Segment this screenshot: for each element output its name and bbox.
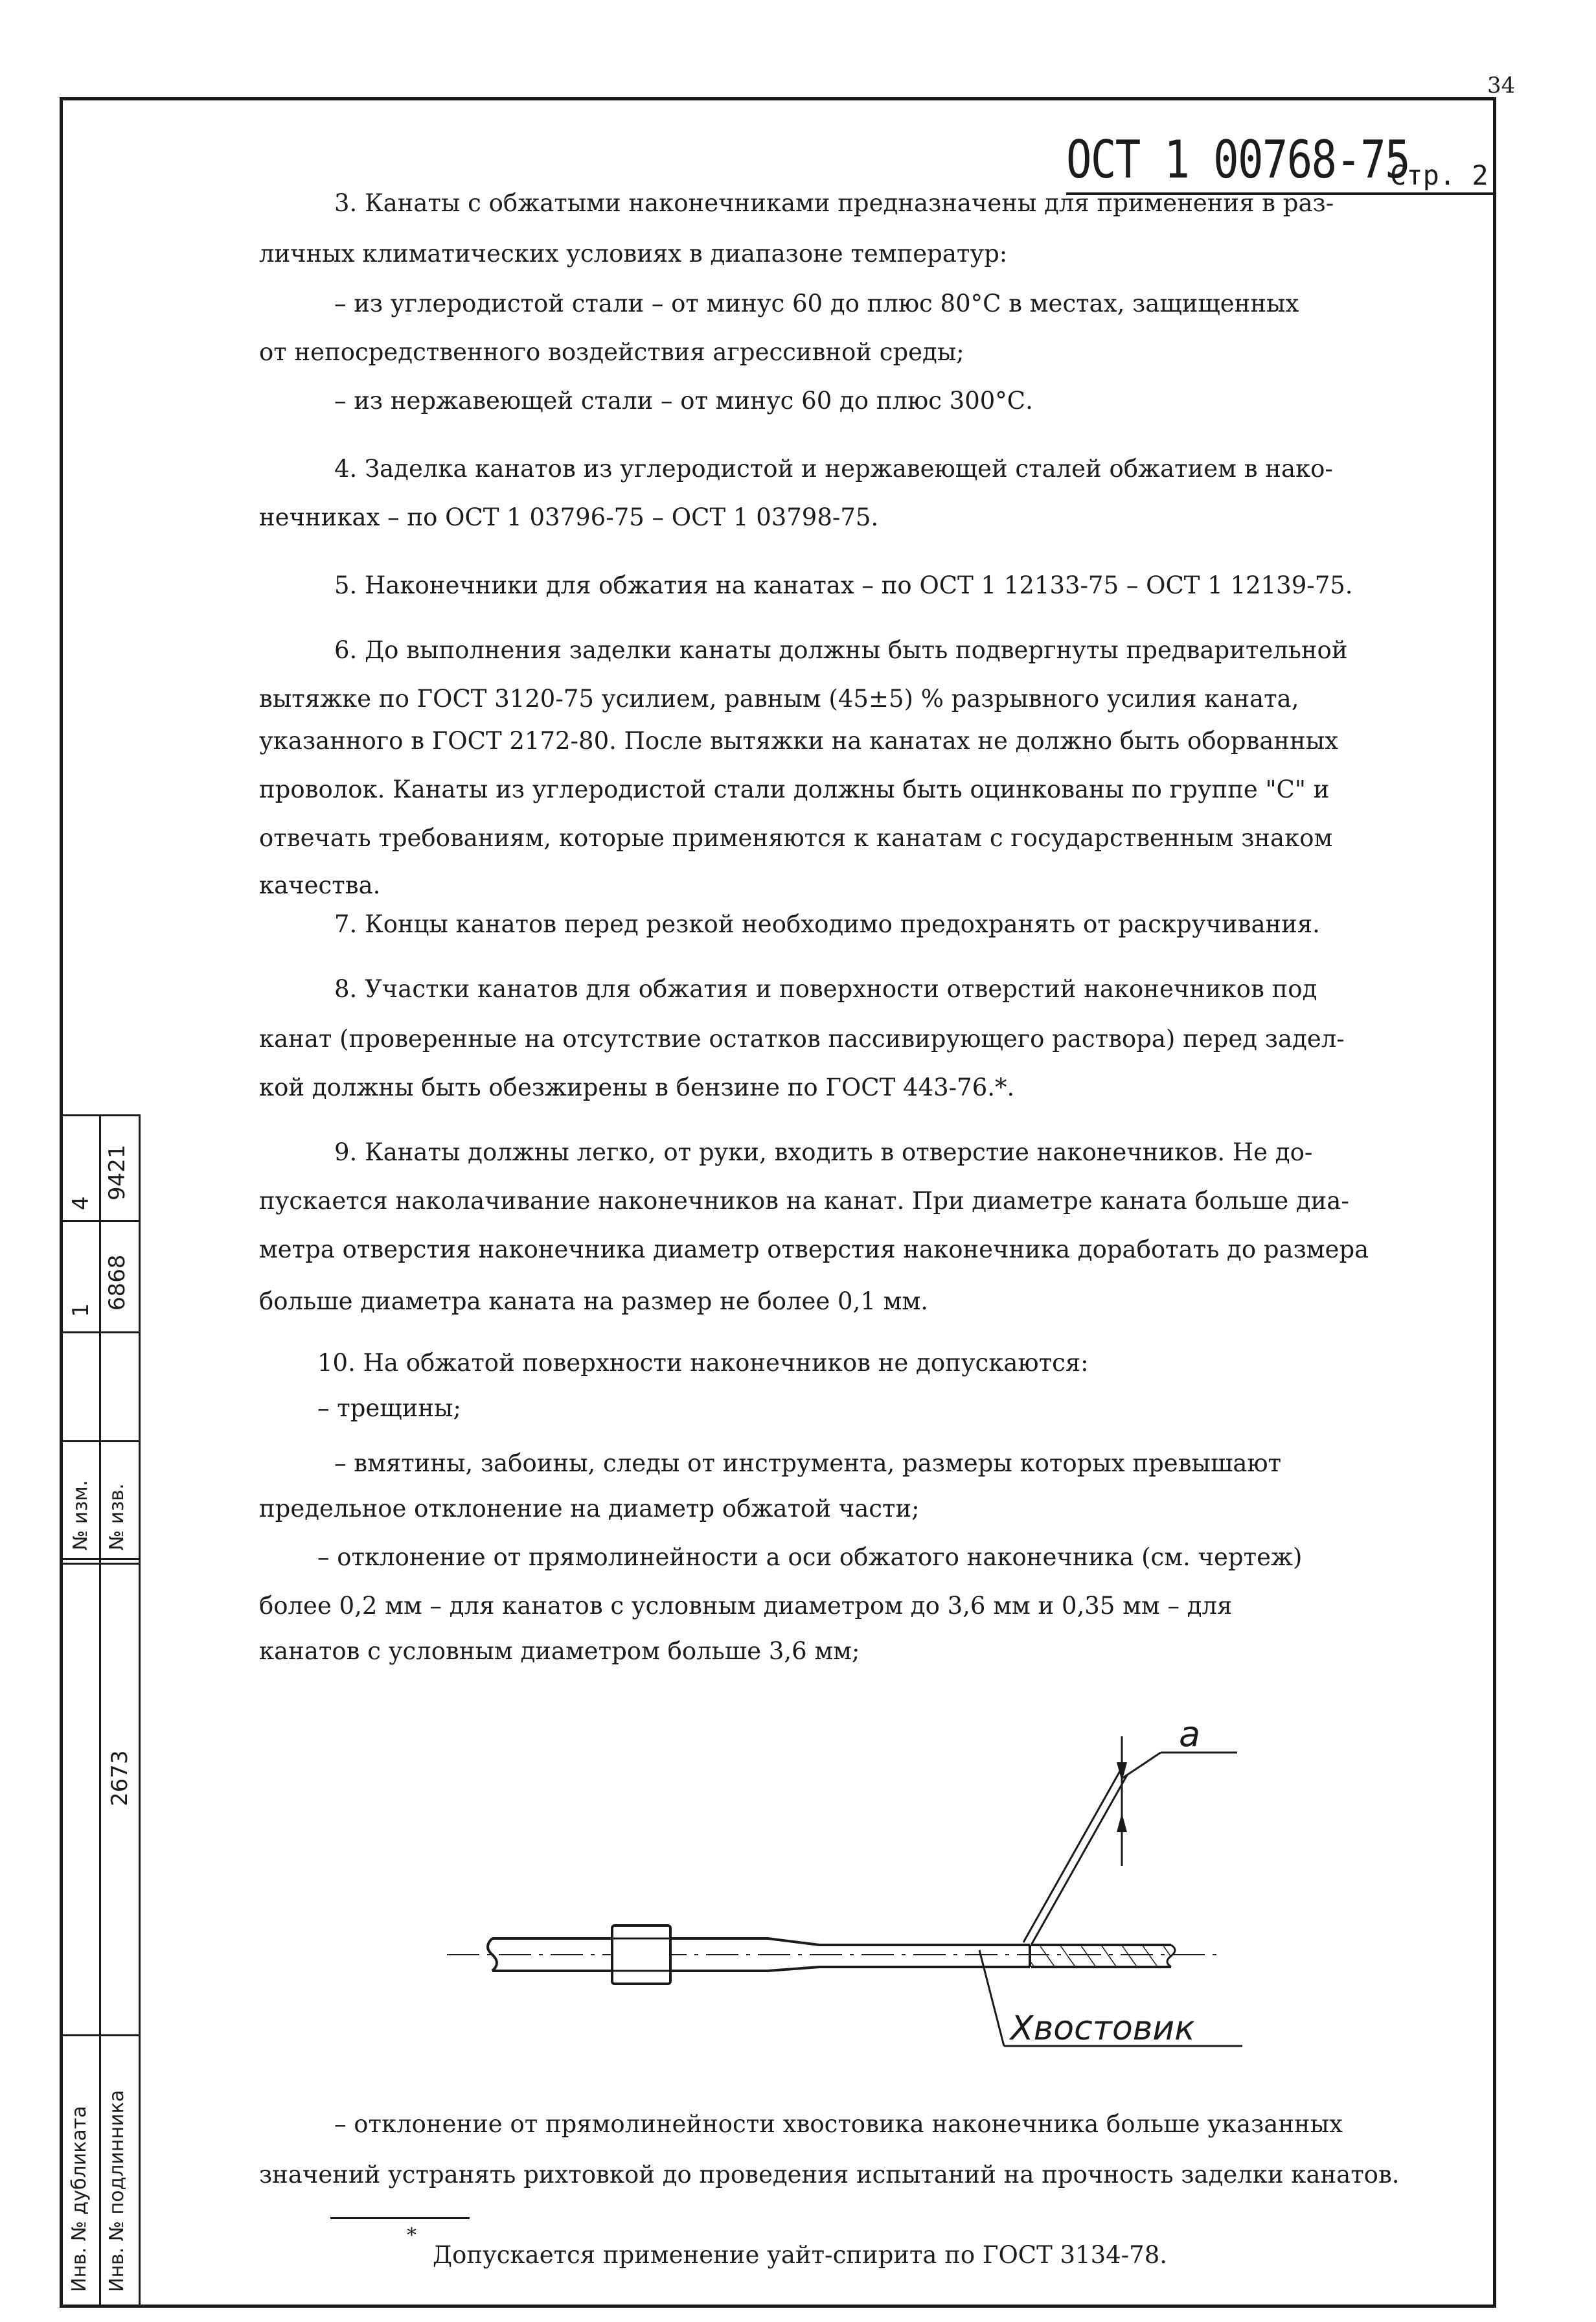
page-label: Стр. 2 (1390, 159, 1488, 191)
text-line: – отклонение от прямолинейности а оси обжатого наконечника (см. чертеж) (317, 1543, 1303, 1571)
text-line: больше диаметра каната на размер не более 0,1 мм. (259, 1287, 928, 1315)
text-line: более 0,2 мм – для канатов с условным диаметром до 3,6 мм и 0,35 мм – для (259, 1592, 1233, 1620)
inventory-stamp (60, 1558, 141, 2308)
text-line: кой должны быть обезжирены в бензине по ГОСТ 443-76.*. (259, 1074, 1015, 1101)
text-line: канат (проверенные на отсутствие остатков пассивирующего раствора) перед задел- (259, 1025, 1345, 1053)
footnote-mark: * (407, 2224, 416, 2247)
text-line: 4. Заделка канатов из углеродистой и нержавеющей сталей обжатием в нако- (334, 455, 1333, 483)
notice-no-label: № изв. (106, 1483, 128, 1550)
text-line: 6. До выполнения заделки канаты должны быть подвергнуты предварительной (334, 636, 1348, 664)
text-line: канатов с условным диаметром больше 3,6 мм; (259, 1637, 860, 1665)
cable-end-drawing (440, 1714, 1555, 2099)
text-line: – вмятины, забоины, следы от инструмента, размеры которых превышают (334, 1449, 1282, 1477)
text-line: предельное отклонение на диаметр обжатой части; (259, 1495, 920, 1523)
text-line: метра отверстия наконечника диаметр отверстия наконечника доработать до размера (259, 1236, 1369, 1263)
change-stamp (60, 1114, 141, 1565)
text-line: 5. Наконечники для обжатия на канатах – по ОСТ 1 12133-75 – ОСТ 1 12139-75. (334, 571, 1353, 599)
text-line: отвечать требованиям, которые применяются к канатам с государственным знаком (259, 824, 1333, 852)
change-value-2: 4 (68, 1196, 94, 1210)
footnote-text: Допускается применение уайт-спирита по ГОСТ 3134-78. (433, 2241, 1168, 2269)
text-line: нечниках – по ОСТ 1 03796-75 – ОСТ 1 03798-75. (259, 503, 879, 531)
footnote-rule (330, 2217, 470, 2219)
cable-hatch (1031, 1945, 1171, 1967)
text-line: – трещины; (317, 1394, 461, 1422)
change-no-label: № изм. (69, 1480, 92, 1550)
text-line: значений устранять рихтовкой до проведения испытаний на прочность заделки канатов. (259, 2161, 1400, 2189)
orig-inv-label: Инв. № подлинника (106, 2089, 128, 2292)
text-line: – отклонение от прямолинейности хвостовика наконечника больше указанных (334, 2110, 1343, 2138)
text-line: 10. На обжатой поверхности наконечников не допускаются: (317, 1349, 1089, 1377)
sheet-number: 34 (1487, 73, 1516, 98)
text-line: 7. Концы канатов перед резкой необходимо предохранять от раскручивания. (334, 910, 1320, 938)
text-line: от непосредственного воздействия агрессивной среды; (259, 338, 964, 366)
text-line: – из углеродистой стали – от минус 60 до плюс 80°С в местах, защищенных (334, 290, 1299, 317)
text-line: 8. Участки канатов для обжатия и поверхности отверстий наконечников под (334, 975, 1317, 1003)
dup-inv-label: Инв. № дубликата (68, 2106, 91, 2292)
text-line: личных климатических условиях в диапазоне температур: (259, 240, 1008, 268)
text-line: качества. (259, 871, 381, 899)
text-line: – из нержавеющей стали – от минус 60 до плюс 300°С. (334, 387, 1033, 415)
document-code: ОСТ 1 00768-75 (1066, 130, 1409, 190)
notice-value-2: 9421 (104, 1144, 130, 1201)
text-line: пускается наколачивание наконечников на канат. При диаметре каната больше диа- (259, 1187, 1349, 1215)
dim-label-a: а (1179, 1714, 1201, 1754)
text-line: 9. Канаты должны легко, от руки, входить в отверстие наконечников. Не до- (334, 1138, 1313, 1166)
text-line: проволок. Канаты из углеродистой стали должны быть оцинкованы по группе "С" и (259, 776, 1330, 803)
callout-label: Хвостовик (1010, 2009, 1195, 2048)
text-line: указанного в ГОСТ 2172-80. После вытяжки на канатах не должно быть оборванных (259, 727, 1339, 755)
text-line: 3. Канаты с обжатыми наконечниками предназначены для применения в раз- (334, 189, 1334, 217)
document-header (1066, 130, 1494, 195)
orig-inv-value: 2673 (107, 1750, 133, 1806)
nut (612, 1925, 670, 1984)
change-value-1: 1 (68, 1303, 94, 1317)
text-line: вытяжке по ГОСТ 3120-75 усилием, равным (45±5) % разрывного усилия каната, (259, 685, 1299, 713)
notice-value-1: 6868 (104, 1254, 130, 1311)
